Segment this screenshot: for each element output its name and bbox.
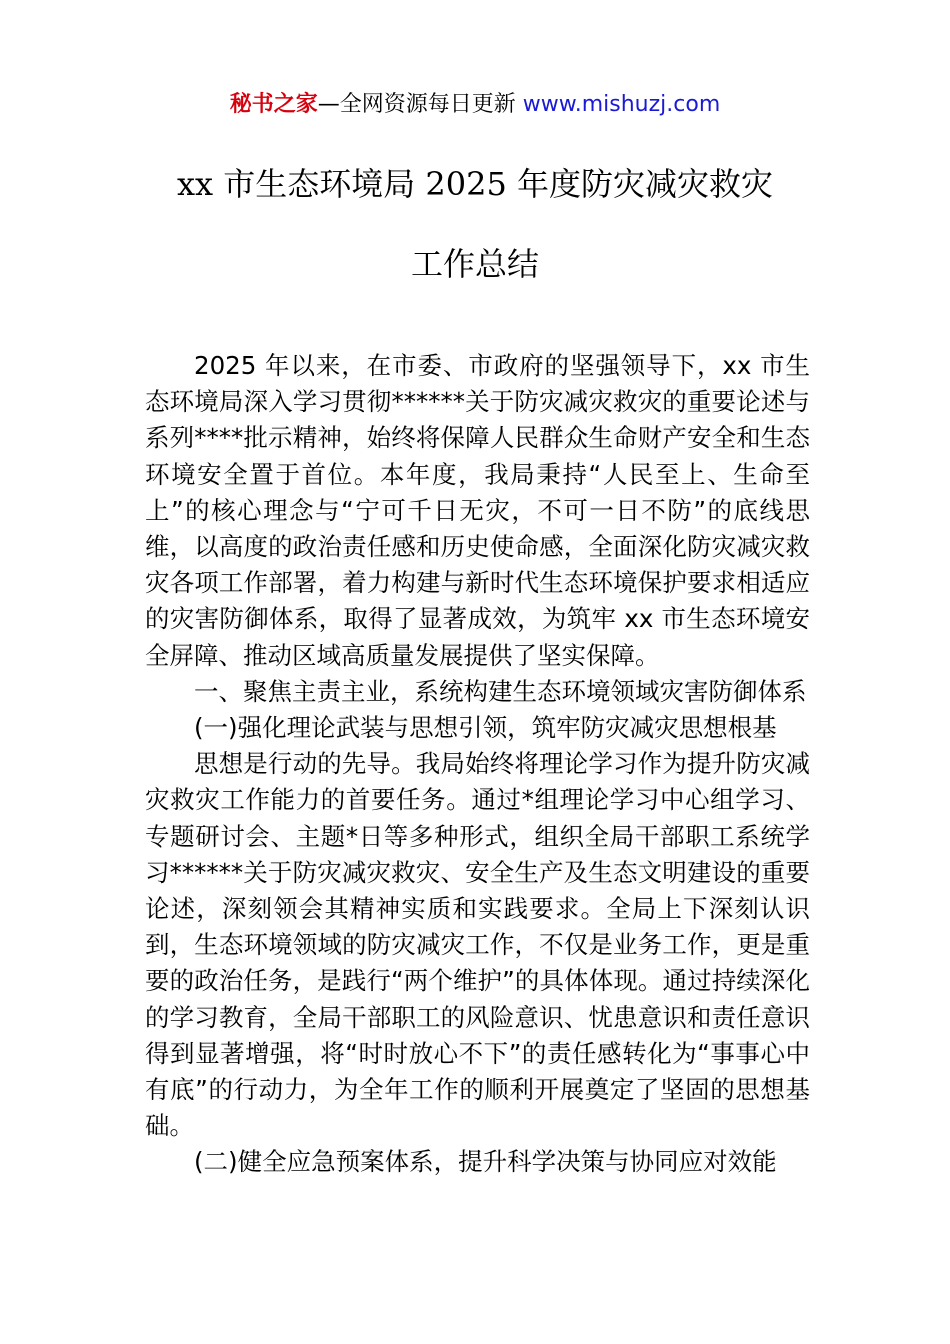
document-body xyxy=(145,348,810,1181)
title-line-1: xx 市生态环境局 2025 年度防灾减灾救灾 xyxy=(176,165,774,203)
site-tagline: —全网资源每日更新 xyxy=(317,92,523,117)
subsection-heading-2: (二)健全应急预案体系，提升科学决策与协同应对效能 xyxy=(194,1147,777,1177)
document-title xyxy=(60,160,890,288)
title-line-2: 工作总结 xyxy=(410,245,539,283)
site-brand: 秘书之家 xyxy=(229,92,318,117)
site-header xyxy=(0,88,950,122)
body-paragraph: 思想是行动的先导。我局始终将理论学习作为提升防灾减灾救灾工作能力的首要任务。通过*组理论学习中心组学习、专题研讨会、主题*日等多种形式，组织全局干部职工系统学习******关于防灾减灾救灾、安全生产及生态文明建设的重要论述，深刻领会其精神实质和实践要求。全局上下深刻认识到，生态环境领域的防灾减灾工作，不仅是业务工作，更是重要的政治任务，是践行“两个维护”的具体体现。通过持续深化的学习教育，全局干部职工的风险意识、忧患意识和责任意识得到显著增强，将“时时放心不下”的责任感转化为“事事心中有底”的行动力，为全年工作的顺利开展奠定了坚固的思想基础。 xyxy=(145,749,810,1141)
site-url-link[interactable]: www.mishuzj.com xyxy=(522,92,721,117)
intro-paragraph: 2025 年以来，在市委、市政府的坚强领导下，xx 市生态环境局深入学习贯彻******关于防灾减灾救灾的重要论述与系列****批示精神，始终将保障人民群众生命财产安全和生态环境安全置于首位。本年度，我局秉持“人民至上、生命至上”的核心理念与“宁可千日无灾，不可一日不防”的底线思维，以高度的政治责任感和历史使命感，全面深化防灾减灾救灾各项工作部署，着力构建与新时代生态环境保护要求相适应的灾害防御体系，取得了显著成效，为筑牢 xx 市生态环境安全屏障、推动区域高质量发展提供了坚实保障。 xyxy=(145,351,810,670)
section-heading-1: 一、聚焦主责主业，系统构建生态环境领域灾害防御体系 xyxy=(194,676,807,706)
subsection-heading-1: (一)强化理论武装与思想引领，筑牢防灾减灾思想根基 xyxy=(194,713,777,743)
